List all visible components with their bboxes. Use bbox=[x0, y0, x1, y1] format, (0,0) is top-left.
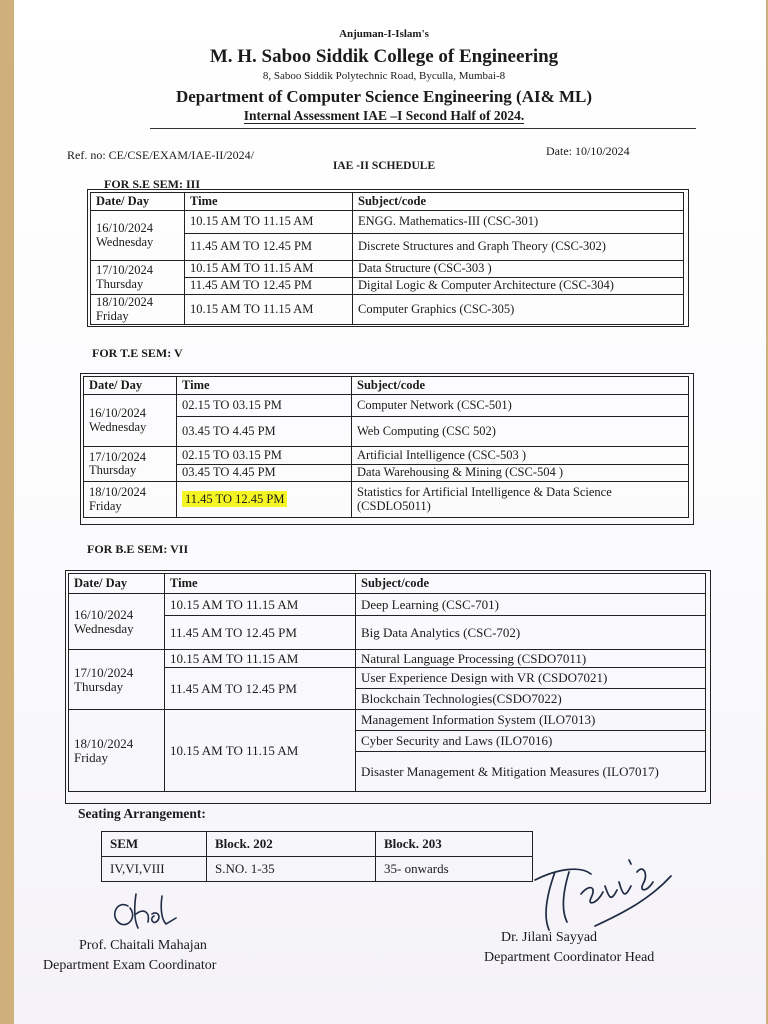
right-signature bbox=[525, 842, 675, 934]
subject-cell: Data Warehousing & Mining (CSC-504 ) bbox=[352, 465, 689, 482]
te-date-cell bbox=[84, 395, 177, 447]
se-date-header: Date/ Day bbox=[91, 193, 185, 211]
se-schedule-table bbox=[90, 192, 684, 325]
time-cell: 03.45 TO 4.45 PM bbox=[177, 417, 352, 447]
te-date-header: Date/ Day bbox=[84, 377, 177, 395]
time-cell: 10.15 AM TO 11.15 AM bbox=[185, 261, 353, 278]
be-date-header: Date/ Day bbox=[69, 574, 165, 594]
day-text: Friday bbox=[96, 308, 129, 323]
subject-cell: Blockchain Technologies(CSDO7022) bbox=[356, 689, 706, 710]
college-address: 8, Saboo Siddik Polytechnic Road, Byculla, Mumbai-8 bbox=[262, 70, 506, 82]
day-text: Thursday bbox=[96, 276, 144, 291]
seating-table bbox=[101, 831, 533, 882]
left-signatory-title: Department Exam Coordinator bbox=[43, 958, 217, 973]
date-text: 16/10/2024 bbox=[89, 406, 146, 421]
date-text: 18/10/2024 bbox=[89, 485, 146, 500]
subject-cell: Management Information System (ILO7013) bbox=[356, 710, 706, 731]
se-section-title: FOR S.E SEM: III bbox=[104, 177, 201, 191]
subject-cell: Discrete Structures and Graph Theory (CSC-302) bbox=[353, 234, 684, 261]
be-time-header: Time bbox=[165, 574, 356, 594]
te-section-title: FOR T.E SEM: V bbox=[92, 346, 183, 360]
subject-cell: ENGG. Mathematics-III (CSC-301) bbox=[353, 211, 684, 234]
date-text: 17/10/2024 bbox=[89, 449, 146, 464]
te-subject-header: Subject/code bbox=[352, 377, 689, 395]
day-text: Wednesday bbox=[74, 620, 134, 636]
te-date-cell bbox=[84, 447, 177, 482]
time-cell: 02.15 TO 03.15 PM bbox=[177, 395, 352, 417]
be-date-cell bbox=[69, 594, 165, 650]
time-cell: 03.45 TO 4.45 PM bbox=[177, 465, 352, 482]
date-text: 18/10/2024 bbox=[96, 295, 153, 310]
subject-cell: Data Structure (CSC-303 ) bbox=[353, 261, 684, 278]
se-date-cell bbox=[91, 261, 185, 295]
subject-cell: Computer Graphics (CSC-305) bbox=[353, 295, 684, 325]
subject-cell: Web Computing (CSC 502) bbox=[352, 417, 689, 447]
be-date-cell bbox=[69, 650, 165, 710]
be-section-title: FOR B.E SEM: VII bbox=[87, 542, 189, 556]
day-text: Friday bbox=[74, 749, 108, 765]
time-cell: 10.15 AM TO 11.15 AM bbox=[185, 211, 353, 234]
subject-cell: Natural Language Processing (CSDO7011) bbox=[356, 650, 706, 668]
day-text: Wednesday bbox=[96, 234, 154, 249]
time-cell: 02.15 TO 03.15 PM bbox=[177, 447, 352, 465]
right-signatory-title: Department Coordinator Head bbox=[484, 950, 655, 965]
date-text: 18/10/2024 bbox=[74, 735, 134, 751]
college-name: M. H. Saboo Siddik College of Engineering bbox=[209, 46, 559, 67]
be-subject-header: Subject/code bbox=[356, 574, 706, 594]
left-signatory-name: Prof. Chaitali Mahajan bbox=[79, 938, 207, 953]
highlighted-time-cell bbox=[177, 482, 352, 518]
time-cell: 10.15 AM TO 11.15 AM bbox=[165, 594, 356, 616]
time-cell: 10.15 AM TO 11.15 AM bbox=[185, 295, 353, 325]
se-subject-header: Subject/code bbox=[353, 193, 684, 211]
reference-number: Ref. no: CE/CSE/EXAM/IAE-II/2024/ bbox=[67, 148, 254, 162]
time-cell: 10.15 AM TO 11.15 AM bbox=[165, 650, 356, 668]
seating-header: SEM bbox=[102, 832, 207, 857]
date-text: 17/10/2024 bbox=[96, 263, 153, 278]
se-time-header: Time bbox=[185, 193, 353, 211]
subject-cell: Disaster Management & Mitigation Measures (ILO7017) bbox=[356, 752, 706, 792]
day-text: Thursday bbox=[89, 463, 137, 477]
subject-cell: User Experience Design with VR (CSDO7021) bbox=[356, 668, 706, 689]
subject-cell: Digital Logic & Computer Architecture (CSC-304) bbox=[353, 278, 684, 295]
right-signatory-name: Dr. Jilani Sayyad bbox=[501, 930, 598, 945]
time-cell: 11.45 AM TO 12.45 PM bbox=[165, 668, 356, 710]
day-text: Thursday bbox=[74, 678, 124, 694]
time-cell: 11.45 AM TO 12.45 PM bbox=[165, 616, 356, 650]
seating-header: Block. 202 bbox=[207, 832, 376, 857]
subject-cell: Statistics for Artificial Intelligence & Data Science (CSDLO5011) bbox=[352, 482, 689, 518]
document-date: Date: 10/10/2024 bbox=[546, 144, 630, 158]
time-cell: 10.15 AM TO 11.15 AM bbox=[165, 710, 356, 792]
header-rule bbox=[150, 128, 696, 129]
subject-cell: Deep Learning (CSC-701) bbox=[356, 594, 706, 616]
te-time-header: Time bbox=[177, 377, 352, 395]
assessment-title-text: Internal Assessment IAE –I Second Half of 2024. bbox=[243, 108, 525, 123]
te-date-cell bbox=[84, 482, 177, 518]
society-name: Anjuman-I-Islam's bbox=[339, 28, 429, 40]
day-text: Wednesday bbox=[89, 419, 147, 434]
subject-cell: Big Data Analytics (CSC-702) bbox=[356, 616, 706, 650]
se-date-cell bbox=[91, 295, 185, 325]
subject-cell: Artificial Intelligence (CSC-503 ) bbox=[352, 447, 689, 465]
date-text: 17/10/2024 bbox=[74, 664, 134, 680]
be-date-cell bbox=[69, 710, 165, 792]
department-name: Department of Computer Science Engineering (AI& ML) bbox=[175, 87, 593, 106]
seating-header: Block. 203 bbox=[376, 832, 533, 857]
left-signature bbox=[100, 888, 180, 938]
seating-cell: S.NO. 1-35 bbox=[207, 857, 376, 882]
be-schedule-table bbox=[68, 573, 706, 792]
assessment-title bbox=[0, 108, 768, 124]
highlighted-time: 11.45 TO 12.45 PM bbox=[182, 491, 287, 507]
day-text: Friday bbox=[89, 498, 122, 513]
date-text: 16/10/2024 bbox=[74, 606, 134, 622]
te-schedule-table bbox=[83, 376, 689, 518]
schedule-title: IAE -II SCHEDULE bbox=[332, 160, 436, 172]
seating-cell: 35- onwards bbox=[376, 857, 533, 882]
subject-cell: Cyber Security and Laws (ILO7016) bbox=[356, 731, 706, 752]
time-cell: 11.45 AM TO 12.45 PM bbox=[185, 278, 353, 295]
se-date-cell bbox=[91, 211, 185, 261]
seating-title: Seating Arrangement: bbox=[78, 806, 206, 821]
subject-cell: Computer Network (CSC-501) bbox=[352, 395, 689, 417]
time-cell: 11.45 AM TO 12.45 PM bbox=[185, 234, 353, 261]
seating-cell: IV,VI,VIII bbox=[102, 857, 207, 882]
date-text: 16/10/2024 bbox=[96, 221, 153, 236]
